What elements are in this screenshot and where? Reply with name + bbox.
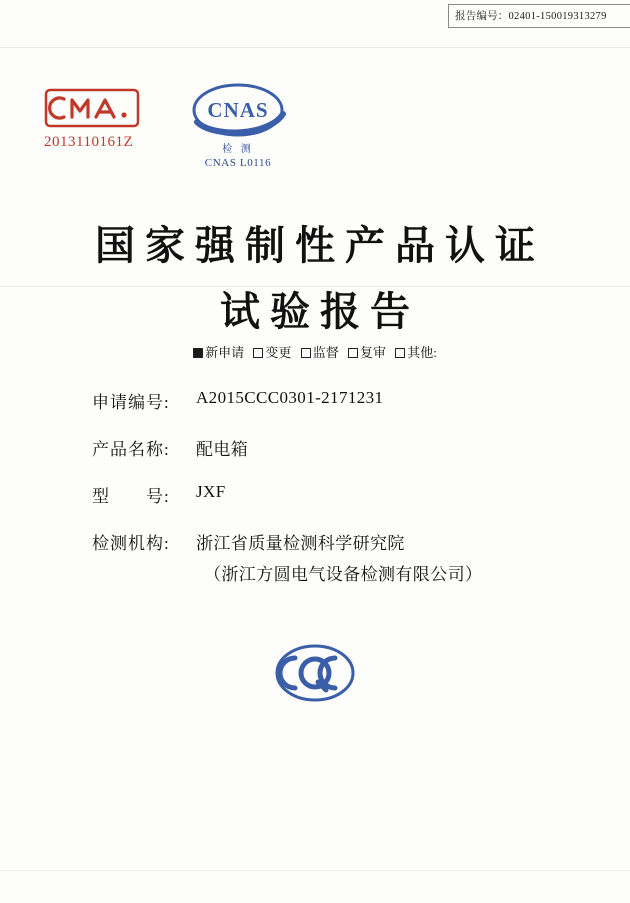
checkbox-icon-unchecked-3[interactable]: [348, 348, 358, 358]
cnas-mark: [178, 80, 298, 169]
checkbox-icon-checked[interactable]: [193, 348, 203, 358]
checkbox-label-1: 变更: [265, 345, 292, 360]
checkbox-icon-unchecked-4[interactable]: [395, 348, 405, 358]
checkbox-label-4: 其他:: [407, 345, 437, 360]
checkbox-option-3[interactable]: [348, 342, 386, 361]
field-list: [92, 388, 562, 607]
page-title-line2: 试验报告: [220, 289, 420, 334]
cnas-subtitle: 检 测: [222, 144, 254, 155]
checkbox-option-1[interactable]: [253, 342, 291, 361]
field-row-model: [92, 482, 562, 507]
checkbox-label-0: 新申请: [205, 345, 245, 360]
checkbox-label-2: 监督: [312, 345, 339, 360]
svg-text:CNAS: CNAS: [207, 98, 269, 122]
cnas-code: CNAS L0116: [204, 157, 272, 169]
field-row-application-number: [92, 388, 562, 413]
field-row-testing-agency: [92, 529, 562, 585]
field-label-model: 型 号:: [92, 487, 170, 506]
field-value-product-name: 配电箱: [196, 440, 249, 459]
cnas-icon: [183, 80, 293, 146]
field-label-testing-agency: 检测机构:: [92, 534, 170, 553]
checkbox-option-0[interactable]: [193, 342, 244, 361]
scan-rule-bottom: [0, 870, 630, 871]
field-label-application-number: 申请编号:: [92, 393, 170, 412]
cma-mark: [44, 88, 164, 151]
cma-code: 2013110161Z: [44, 134, 134, 150]
cqc-icon: [272, 642, 358, 704]
checkbox-label-3: 复审: [359, 345, 386, 360]
checkbox-icon-unchecked-1[interactable]: [253, 348, 263, 358]
field-value-model: JXF: [196, 482, 226, 501]
field-value-testing-agency: [196, 529, 562, 585]
testing-agency-line1: 浙江省质量检测科学研究院: [196, 534, 405, 553]
checkbox-option-2[interactable]: [301, 342, 339, 361]
testing-agency-line2: （浙江方圆电气设备检测有限公司）: [204, 565, 483, 584]
report-number-value: 02401-150019313279: [508, 11, 607, 22]
report-number-label: 报告编号：: [455, 11, 509, 22]
field-row-product-name: [92, 435, 562, 460]
field-value-application-number: A2015CCC0301-2171231: [196, 388, 384, 407]
page-title-line1: 国家强制性产品认证: [95, 223, 545, 268]
report-number-box: [448, 4, 630, 28]
cma-icon: [44, 88, 140, 128]
scan-rule-top: [0, 47, 630, 48]
application-type-row: [0, 342, 630, 361]
field-label-product-name: 产品名称:: [92, 440, 170, 459]
checkbox-icon-unchecked-2[interactable]: [301, 348, 311, 358]
cqc-mark: [0, 642, 630, 709]
checkbox-option-4[interactable]: [395, 342, 437, 361]
